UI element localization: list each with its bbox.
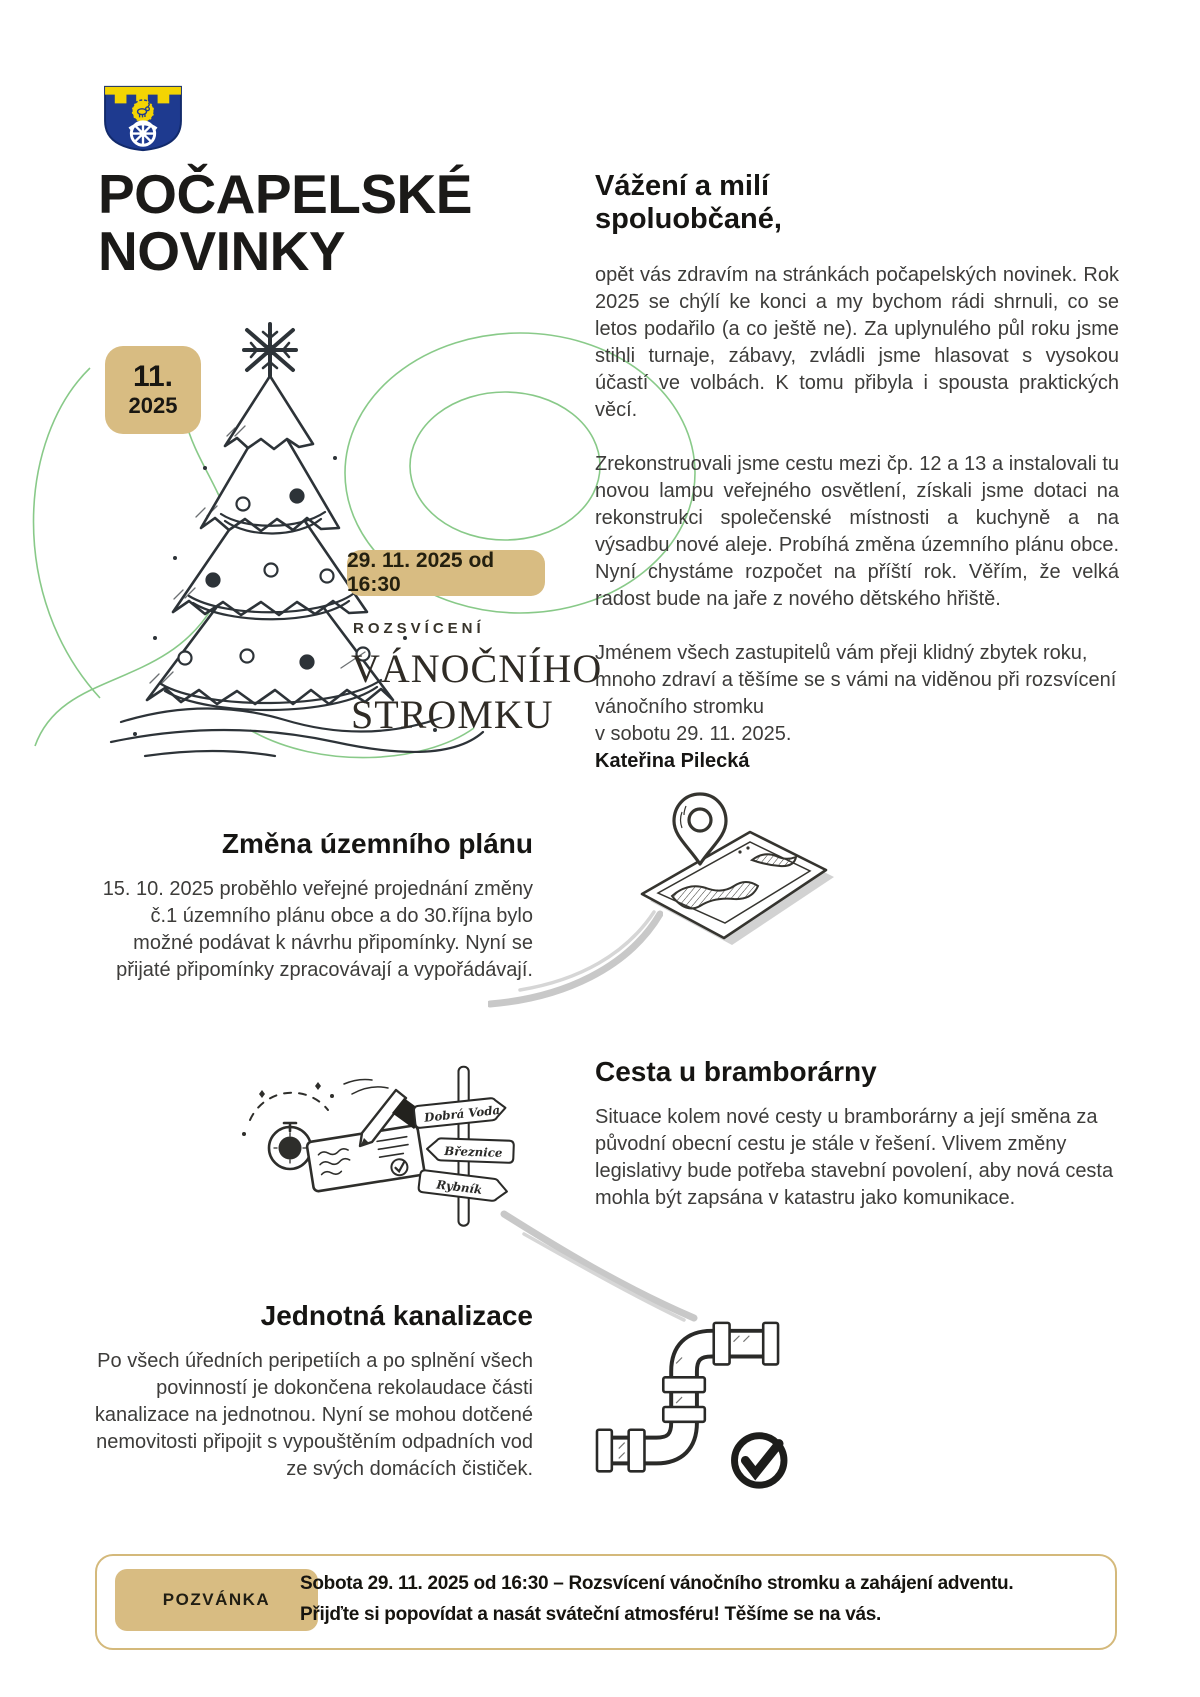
event-title: VÁNOČNÍHO STROMKU: [351, 646, 603, 737]
stopwatch-icon: [269, 1123, 311, 1169]
snowflake-topper-icon: [244, 324, 296, 376]
section-kanalizace-heading: Jednotná kanalizace: [260, 1300, 533, 1331]
issue-year: 2025: [128, 393, 178, 418]
invitation-label-badge: POZVÁNKA: [115, 1569, 318, 1631]
section-kanalizace-body: Po všech úředních peripetiích a po splnění všech povinností je dokončena rekolaudace části kanalizace na jednotnou. Nyní se mohou dotčené nemovitosti připojit s vypouštěním odpadních vod ze svých domácích čističek.: [94, 1350, 533, 1480]
signpost-sign3-label: Rybník: [435, 1177, 483, 1197]
section-jednotna-kanalizace: [85, 1300, 533, 1483]
swoosh-connector-1: [488, 910, 663, 1012]
issue-date-badge: [105, 346, 201, 434]
mill-wheel-icon: [129, 122, 156, 145]
greeting-paragraph-1: opět vás zdravím na stránkách počapelských novinek. Rok 2025 se chýlí ke konci a my bychom rádi shrnuli, co se letos podařilo (a co ještě ne). Za uplynulého půl roku jsme stihli turnaje, zábavy, zvládli jsme hlasovat s vysokou účastí ve volbách. K tomu přibyla i spousta praktických věcí.: [595, 264, 1119, 421]
greeting-paragraph-2: Zrekonstruovali jsme cestu mezi čp. 12 a 13 a instalovali tu novou lampu veřejného osvětlení, získali jsme dotaci na rekonstrukci společenské místnosti a kuchyně a na výsadbu nové aleje. Probíhá změna územního plánu obce. Nyní chystáme rozpočet na příští rok. Věřím, že velká radost bude na jaře z nového dětského hřiště.: [595, 453, 1119, 610]
section-cesta-body: Situace kolem nové cesty u bramborárny a její směna za původní obecní cestu je stále v řešení. Vlivem změny legislativy bude potřeba stavební povolení, aby nová cesta mohla být zapsána v katastru jako komunikace.: [595, 1106, 1114, 1209]
signpost-sign2-label: Březnice: [444, 1143, 503, 1160]
section-zmena-uzemniho-planu: [85, 828, 533, 984]
section-cesta-u-bramborarny: [595, 1056, 1123, 1212]
sewer-pipe-illustration: [585, 1312, 793, 1498]
greeting-heading: Vážení a milí spoluobčané,: [595, 170, 782, 235]
section-cesta-heading: Cesta u bramborárny: [595, 1056, 877, 1087]
issue-month: 11.: [132, 360, 174, 393]
check-icon: [735, 1436, 784, 1485]
event-datetime-badge: 29. 11. 2025 od 16:30: [347, 550, 545, 596]
greeting-paragraph-3: Jménem všech zastupitelů vám přeji klidný zbytek roku, mnoho zdraví a těšíme se s vámi na viděnou při rozsvícení vánočního stromku v sobotu 29. 11. 2025. Kateřina Pilecká: [595, 642, 1117, 772]
greeting-date-line: v sobotu 29. 11. 2025.: [595, 723, 792, 745]
section-zmena-body: 15. 10. 2025 proběhlo veřejné projednání změny č.1 územního plánu obce a do 30.října bylo možné podávat k návrhu připomínky. Nyní se přijaté připomínky zpracovávají a vypořádávají.: [102, 878, 533, 981]
invitation-line1: Sobota 29. 11. 2025 od 16:30 – Rozsvícení vánočního stromku a zahájení adventu.: [300, 1573, 1014, 1594]
newsletter-title-line1: POČAPELSKÉ: [98, 163, 472, 225]
newsletter-title-line2: NOVINKY: [98, 220, 346, 282]
signpost-sign1-label: Dobrá Voda: [423, 1102, 501, 1125]
invitation-text: [300, 1568, 1013, 1630]
invitation-line2: Přijďte si popovídat a nasát sváteční atmosféru! Těšíme se na vás.: [300, 1604, 881, 1625]
greeting-column: [595, 170, 1119, 775]
section-zmena-heading: Změna územního plánu: [221, 828, 533, 859]
coat-of-arms-logo: [100, 82, 186, 154]
signature: Kateřina Pilecká: [595, 750, 750, 772]
newsletter-title: [98, 163, 472, 282]
event-kicker: ROZSVÍCENÍ: [353, 620, 485, 637]
